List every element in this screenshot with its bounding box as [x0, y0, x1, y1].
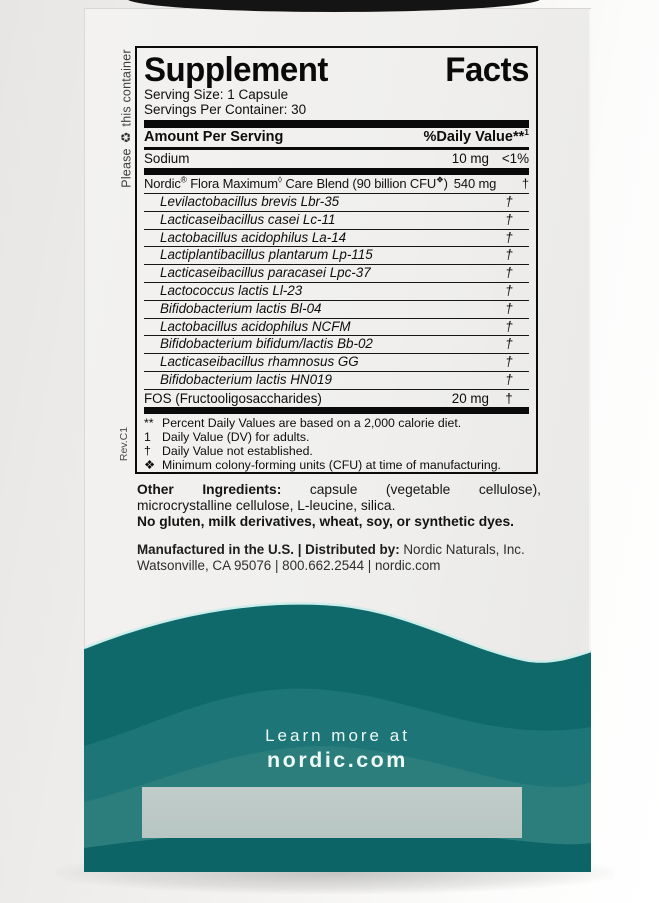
strain-dv: † [505, 354, 513, 370]
daily-value-header-text: %Daily Value** [423, 129, 525, 145]
other-ingredients [137, 482, 541, 513]
distribution-address: Watsonville, CA 95076 | 800.662.2544 | nordic.com [137, 557, 441, 573]
strain-row [144, 193, 529, 211]
sodium-amount: 10 mg [451, 151, 489, 166]
product-box-panel [84, 8, 591, 871]
strain-row [144, 335, 529, 353]
strain-name: Lacticaseibacillus rhamnosus GG [160, 354, 359, 370]
diamond-mark: ◊ [277, 174, 282, 185]
divider-thick-2 [144, 168, 529, 175]
strain-dv: † [505, 282, 513, 298]
table-header-row [144, 128, 529, 147]
footnote [144, 431, 529, 445]
footnote-symbol: ❖ [144, 457, 156, 472]
strain-row [144, 282, 529, 300]
distribution-info [137, 542, 541, 574]
panel-title-word-2: Facts [445, 50, 529, 89]
serving-size: Serving Size: 1 Capsule [144, 87, 289, 102]
blend-amount: 540 mg [453, 176, 497, 191]
blend-name-pre: Nordic [144, 176, 181, 191]
label-copy [137, 482, 541, 574]
other-ingredients-label: Other Ingredients: [137, 482, 282, 497]
recycle-icon: ♻ [118, 131, 133, 144]
strain-name: Lactococcus lactis Ll-23 [160, 282, 303, 298]
strain-name: Bifidobacterium lactis Bl-04 [160, 300, 322, 316]
supplement-facts-panel [135, 46, 538, 474]
barcode-placeholder [142, 787, 522, 838]
panel-title [144, 50, 529, 90]
footnote-symbol: ** [144, 416, 154, 431]
strain-row [144, 211, 529, 229]
strain-dv: † [505, 336, 513, 352]
strain-row [144, 246, 529, 264]
distribution-bold: Manufactured in the U.S. | Distributed by: [137, 541, 400, 557]
strain-row [144, 229, 529, 247]
sodium-row [144, 150, 529, 168]
recycle-note [119, 43, 134, 195]
strain-dv: † [505, 371, 513, 387]
strain-dv: † [505, 211, 513, 227]
strain-row [144, 353, 529, 371]
footnote-text: Daily Value not established. [162, 444, 313, 459]
strain-row [144, 318, 529, 336]
strain-name: Lactobacillus acidophilus NCFM [160, 318, 351, 334]
blend-name-mid1: Flora Maximum [186, 176, 278, 191]
blend-dv: † [521, 176, 529, 191]
learn-more-line1: Learn more at [265, 726, 410, 745]
panel-title-word-1: Supplement [144, 50, 328, 89]
blend-name [144, 175, 522, 193]
divider-thick-3 [144, 407, 529, 414]
fos-amount: 20 mg [451, 390, 489, 406]
strain-dv: † [505, 194, 513, 209]
divider-thick [144, 120, 529, 128]
footnotes [144, 414, 529, 473]
strain-dv: † [505, 247, 513, 263]
registered-mark: ® [180, 174, 187, 185]
strain-name: Lactobacillus acidophilus La-14 [160, 229, 347, 245]
strain-row [144, 264, 529, 282]
footnote [144, 459, 529, 473]
recycle-note-post: this container [119, 49, 133, 127]
daily-value-header [424, 128, 529, 147]
footnote-text: Daily Value (DV) for adults. [162, 430, 310, 445]
strain-row [144, 300, 529, 318]
strain-dv: † [505, 229, 513, 245]
footnote-symbol: † [144, 444, 151, 459]
footnote [144, 445, 529, 459]
strain-name: Levilactobacillus brevis Lbr-35 [160, 194, 340, 209]
revision-code: Rev.C1 [118, 426, 130, 462]
allergen-claim: No gluten, milk derivatives, wheat, soy, or synthetic dyes. [137, 514, 514, 529]
amount-per-serving-header: Amount Per Serving [144, 129, 284, 145]
strain-dv: † [505, 265, 513, 281]
strain-name: Bifidobacterium bifidum/lactis Bb-02 [160, 336, 373, 352]
distribution-rest: Nordic Naturals, Inc. [399, 541, 525, 557]
sodium-name: Sodium [144, 151, 190, 166]
sodium-dv: <1% [501, 151, 529, 166]
footnote-text: Percent Daily Values are based on a 2,000 calorie diet. [162, 416, 462, 431]
other-ingredients-text: capsule (vegetable cellulose), microcrystalline cellulose, L-leucine, silica. [137, 482, 541, 513]
strain-dv: † [505, 318, 513, 334]
blend-name-mid2: Care Blend (90 billion CFU [281, 176, 437, 191]
daily-value-header-sup: 1 [524, 127, 529, 138]
footnote [144, 417, 529, 431]
footnote-symbol: 1 [144, 430, 151, 445]
learn-more-url: nordic.com [267, 748, 408, 772]
fos-name: FOS (Fructooligosaccharides) [144, 390, 322, 406]
strain-name: Lacticaseibacillus paracasei Lpc-37 [160, 265, 371, 281]
strain-dv: † [505, 300, 513, 316]
servings-per-container: Servings Per Container: 30 [144, 101, 307, 117]
strain-name: Lactiplantibacillus plantarum Lp-115 [160, 247, 373, 263]
blend-name-close: ) [443, 176, 448, 191]
strain-name: Lacticaseibacillus casei Lc-11 [160, 211, 336, 227]
learn-more-text [84, 725, 591, 773]
strain-row [144, 371, 529, 389]
footnote-text: Minimum colony-forming units (CFU) at time of manufacturing. [162, 457, 501, 472]
cfu-mark: ❖ [436, 174, 444, 185]
blend-row [144, 175, 529, 193]
fos-dv: † [505, 390, 513, 406]
strain-name: Bifidobacterium lactis HN019 [160, 371, 332, 387]
fos-row [144, 389, 529, 408]
recycle-note-pre: Please [119, 148, 133, 188]
